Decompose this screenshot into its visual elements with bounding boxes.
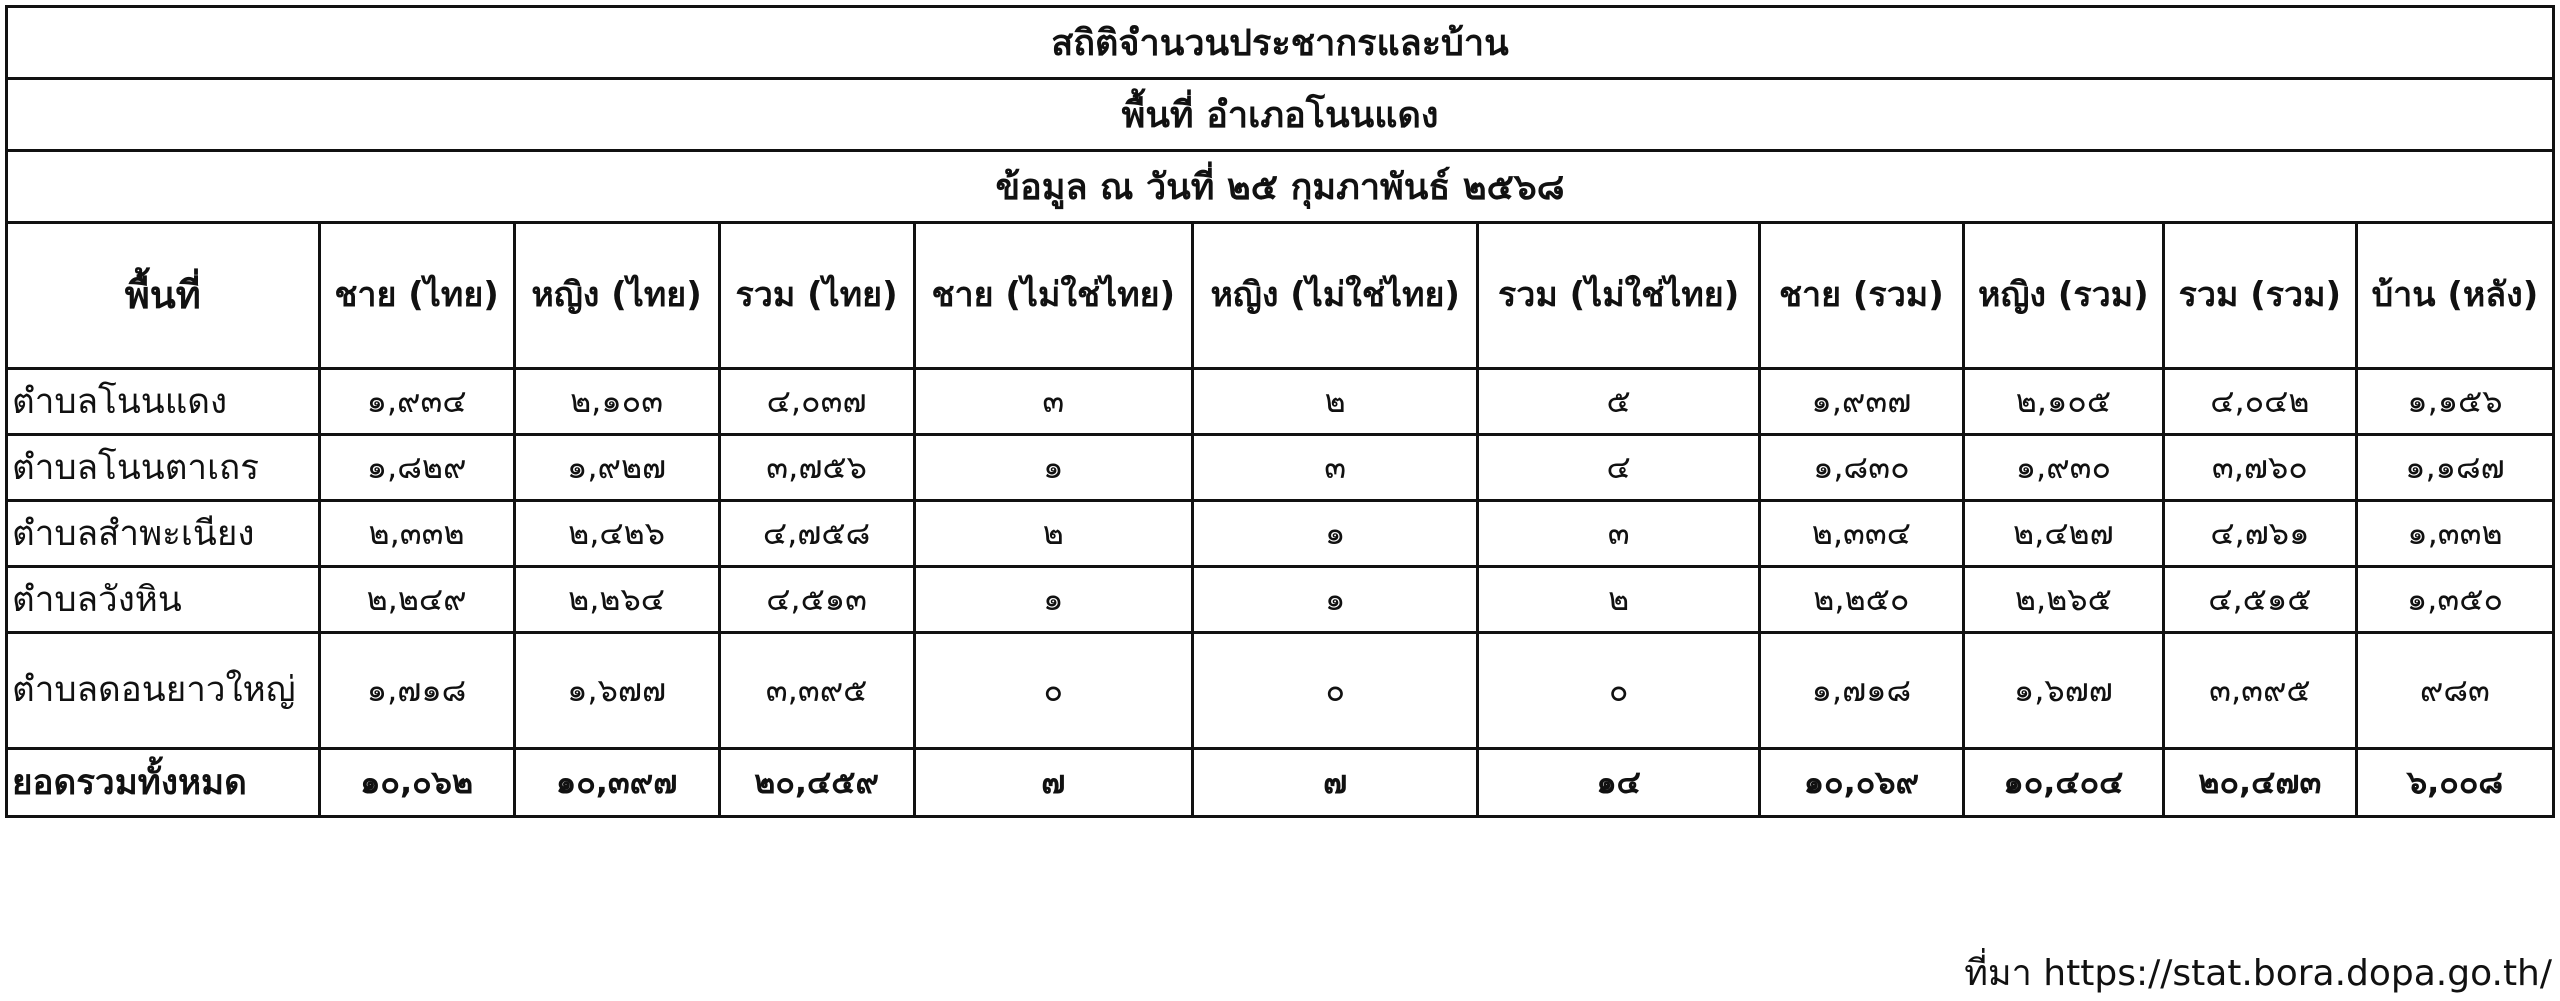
table-cell: ตำบลวังหิน [7,567,320,633]
table-cell: ๕ [1478,369,1759,435]
total-cell: ๗ [1192,749,1477,817]
total-cell: ๑๐,๓๙๗ [514,749,719,817]
table-cell: ๒,๔๒๗ [1963,501,2163,567]
total-cell: ๑๐,๐๖๒ [319,749,514,817]
table-cell: ๐ [914,633,1192,749]
column-header: รวม (ไทย) [719,223,914,369]
table-cell: ๓,๓๙๕ [719,633,914,749]
total-row [7,749,2554,817]
table-cell: ๑,๙๒๗ [514,435,719,501]
column-header: รวม (ไม่ใช่ไทย) [1478,223,1759,369]
table-cell: ๔,๐๔๒ [2163,369,2356,435]
table-row [7,567,2554,633]
table-cell: ๔,๗๖๑ [2163,501,2356,567]
table-cell: ๔,๕๑๕ [2163,567,2356,633]
column-header: ชาย (ไทย) [319,223,514,369]
table-cell: ๑ [914,567,1192,633]
total-cell: ๑๐,๐๖๙ [1759,749,1963,817]
table-cell: ๔ [1478,435,1759,501]
table-cell: ตำบลดอนยาวใหญ่ [7,633,320,749]
column-header: ชาย (ไม่ใช่ไทย) [914,223,1192,369]
column-header: หญิง (รวม) [1963,223,2163,369]
total-cell: ๖,๐๐๘ [2356,749,2553,817]
table-cell: ๑,๓๕๐ [2356,567,2553,633]
table-cell: ๒,๑๐๕ [1963,369,2163,435]
table-cell: ๑,๙๓๗ [1759,369,1963,435]
table-cell: ๑,๓๓๒ [2356,501,2553,567]
table-cell: ๒,๔๒๖ [514,501,719,567]
total-cell: ๑๔ [1478,749,1759,817]
table-subtitle-date: ข้อมูล ณ วันที่ ๒๕ กุมภาพันธ์ ๒๕๖๘ [7,151,2554,223]
column-header: รวม (รวม) [2163,223,2356,369]
table-cell: ๑,๑๕๖ [2356,369,2553,435]
table-cell: ๓,๓๙๕ [2163,633,2356,749]
table-cell: ๓ [1478,501,1759,567]
table-row [7,633,2554,749]
table-cell: ๑,๗๑๘ [1759,633,1963,749]
table-cell: ๒,๒๕๐ [1759,567,1963,633]
source-note: ที่มา https://stat.bora.dopa.go.th/ [1964,953,2552,994]
table-cell: ตำบลสำพะเนียง [7,501,320,567]
table-cell: ๒,๓๓๔ [1759,501,1963,567]
table-cell: ๔,๐๓๗ [719,369,914,435]
table-cell: ๒,๓๓๒ [319,501,514,567]
table-cell: ๑,๘๒๙ [319,435,514,501]
table-title: สถิติจำนวนประชากรและบ้าน [7,7,2554,79]
table-row [7,369,2554,435]
population-stats-table [5,5,2555,818]
table-cell: ๑,๖๗๗ [514,633,719,749]
table-cell: ๑,๙๓๐ [1963,435,2163,501]
table-cell: ๓ [914,369,1192,435]
table-cell: ๒,๑๐๓ [514,369,719,435]
table-cell: ๓,๗๕๖ [719,435,914,501]
total-cell: ๒๐,๔๕๙ [719,749,914,817]
table-cell: ๒ [914,501,1192,567]
table-cell: ๐ [1478,633,1759,749]
column-header: หญิง (ไม่ใช่ไทย) [1192,223,1477,369]
table-cell: ตำบลโนนแดง [7,369,320,435]
table-cell: ๑,๖๗๗ [1963,633,2163,749]
table-cell: ๙๘๓ [2356,633,2553,749]
total-cell: ๗ [914,749,1192,817]
table-subtitle-area: พื้นที่ อำเภอโนนแดง [7,79,2554,151]
total-cell: ยอดรวมทั้งหมด [7,749,320,817]
table-cell: ๔,๕๑๓ [719,567,914,633]
table-cell: ๐ [1192,633,1477,749]
table-cell: ตำบลโนนตาเถร [7,435,320,501]
table-cell: ๑,๙๓๔ [319,369,514,435]
table-cell: ๑ [1192,501,1477,567]
total-cell: ๑๐,๔๐๔ [1963,749,2163,817]
table-row [7,435,2554,501]
column-header: บ้าน (หลัง) [2356,223,2553,369]
table-cell: ๒,๒๖๕ [1963,567,2163,633]
table-cell: ๒,๒๖๔ [514,567,719,633]
table-cell: ๓ [1192,435,1477,501]
table-cell: ๒,๒๔๙ [319,567,514,633]
total-cell: ๒๐,๔๗๓ [2163,749,2356,817]
table-cell: ๓,๗๖๐ [2163,435,2356,501]
table-cell: ๑ [914,435,1192,501]
table-cell: ๒ [1192,369,1477,435]
column-header: หญิง (ไทย) [514,223,719,369]
table-cell: ๒ [1478,567,1759,633]
table-cell: ๔,๗๕๘ [719,501,914,567]
table-cell: ๑,๘๓๐ [1759,435,1963,501]
table-cell: ๑,๑๘๗ [2356,435,2553,501]
table-row [7,501,2554,567]
column-header: พื้นที่ [7,223,320,369]
column-header: ชาย (รวม) [1759,223,1963,369]
table-cell: ๑,๗๑๘ [319,633,514,749]
table-cell: ๑ [1192,567,1477,633]
